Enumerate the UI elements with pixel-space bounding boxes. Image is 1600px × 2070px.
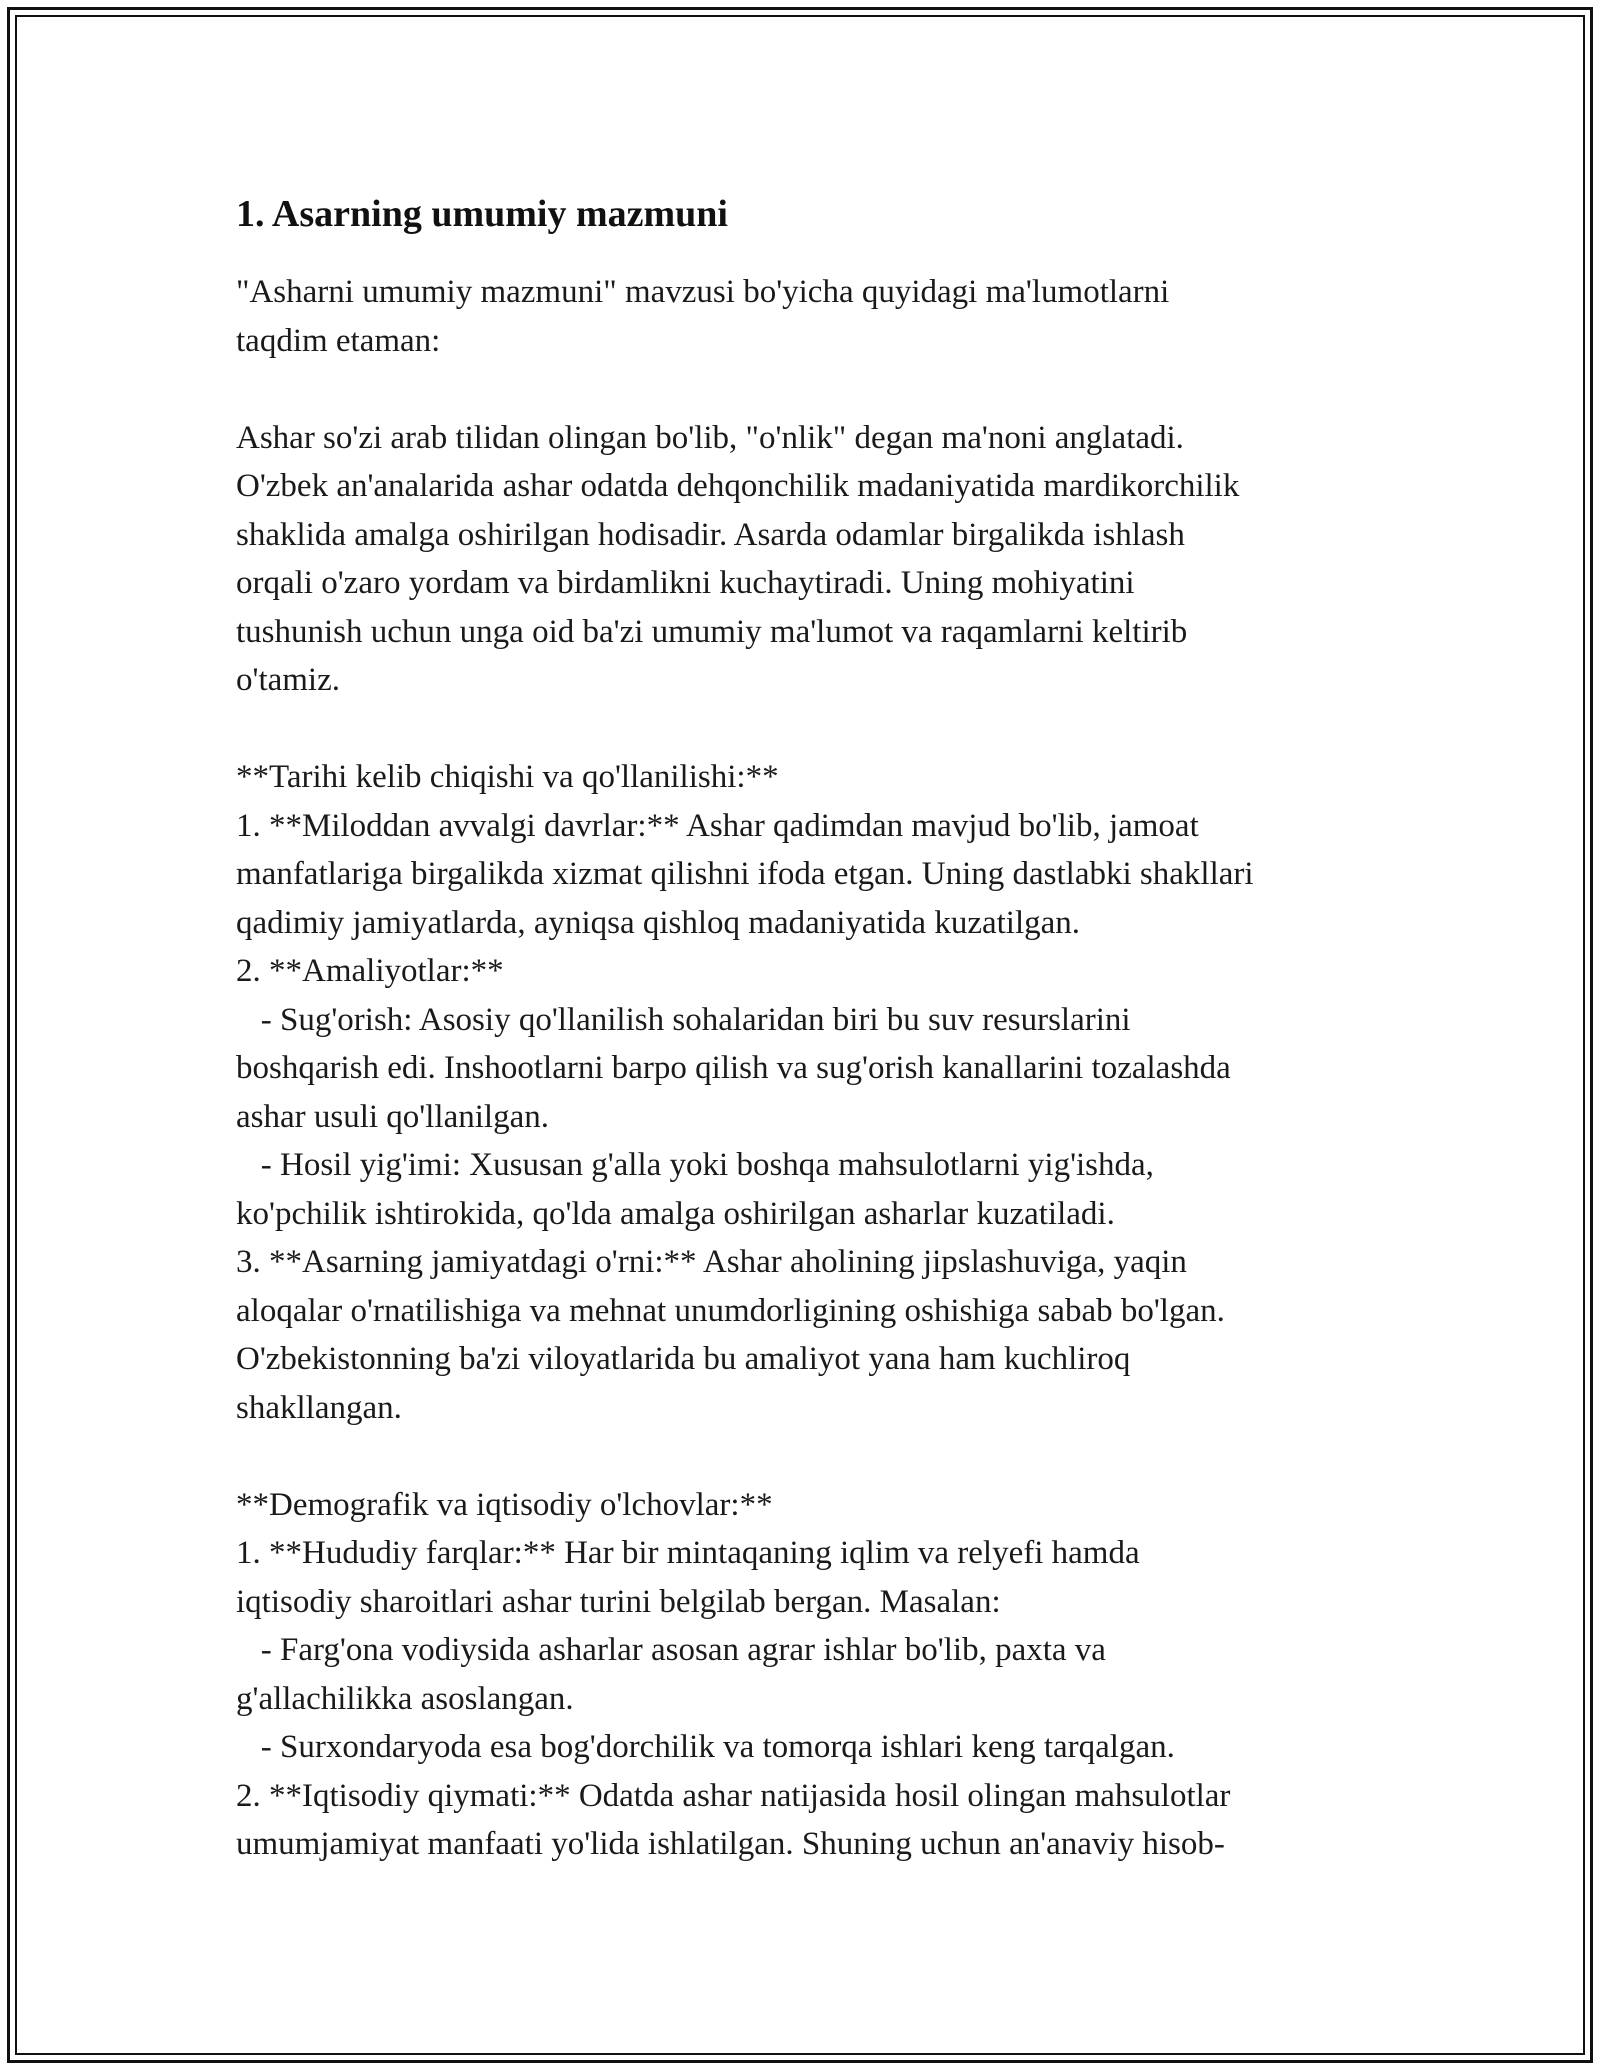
- paragraph-spacer: [236, 705, 1396, 754]
- demographic-section: **Demografik va iqtisodiy o'lchovlar:** 1. **Hududiy farqlar:** Har bir mintaqaning iqlim va relyefi hamda iqtisodiy sharoitlari ashar turini belgilab bergan. Masalan: - Farg'ona vodiysida asharlar asosan agrar ishlar bo'lib, paxta va g'allachilikka asoslangan. - Surxondaryoda esa bog'dorchilik va tomorqa ishlari keng tarqalgan. 2. **Iqtisodiy qiymati:** Odatda ashar natijasida hosil olingan mahsulotlar umumjamiyat manfaati yo'lida ishlatilgan. Shuning uchun an'anaviy hisob-: [236, 1486, 1231, 1862]
- history-section: **Tarihi kelib chiqishi va qo'llanilishi:** 1. **Miloddan avvalgi davrlar:** Ashar qadimdan mavjud bo'lib, jamoat manfatlariga birgalikda xizmat qilishni ifoda etgan. Uning dastlabki shakllari qadimiy jamiyatlarda, ayniqsa qishloq madaniyatida kuzatilgan. 2. **Amaliyotlar:** - Sug'orish: Asosiy qo'llanilish sohalaridan biri bu suv resurslarini boshqarish edi. Inshootlarni barpo qilish va sug'orish kanallarini tozalashda ashar usuli qo'llanilgan. - Hosil yig'imi: Xususan g'alla yoki boshqa mahsulotlarni yig'ishda, ko'pchilik ishtirokida, qo'lda amalga oshirilgan asharlar kuzatiladi. 3. **Asarning jamiyatdagi o'rni:** Ashar aholining jipslashuviga, yaqin aloqalar o'rnatilishiga va mehnat unumdorligining oshishiga sabab bo'lgan. O'zbekistonning ba'zi viloyatlarida bu amaliyot yana ham kuchliroq shakllangan.: [236, 759, 1254, 1426]
- paragraph-spacer: [236, 1432, 1396, 1481]
- document-body: [236, 186, 1396, 1869]
- paragraph-spacer: [236, 365, 1396, 414]
- definition-paragraph: Ashar so'zi arab tilidan olingan bo'lib, "o'nlik" degan ma'noni anglatadi. O'zbek an'analarida ashar odatda dehqonchilik madaniyatida mardikorchilik shaklida amalga oshirilgan hodisadir. Asarda odamlar birgalikda ishlash orqali o'zaro yordam va birdamlikni kuchaytiradi. Uning mohiyatini tushunish uchun unga oid ba'zi umumiy ma'lumot va raqamlarni keltirib o'tamiz.: [236, 419, 1240, 698]
- section-heading: 1. Asarning umumiy mazmuni: [236, 193, 728, 235]
- intro-paragraph: "Asharni umumiy mazmuni" mavzusi bo'yicha quyidagi ma'lumotlarni taqdim etaman:: [236, 274, 1170, 359]
